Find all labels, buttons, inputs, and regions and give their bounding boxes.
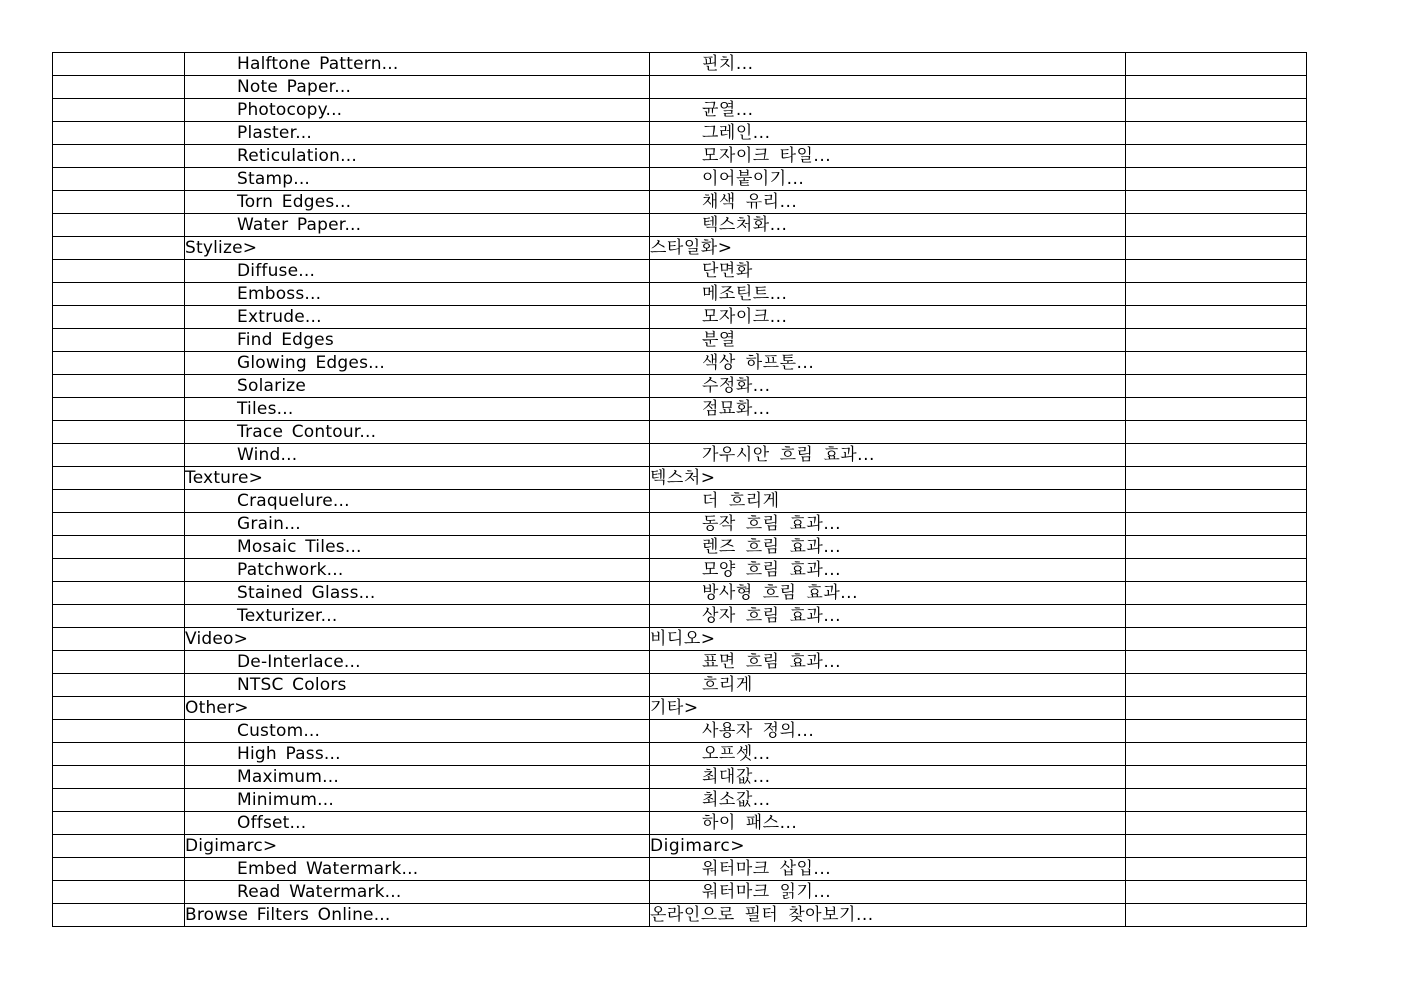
korean-menu-item: 표면 흐림 효과... bbox=[650, 651, 1126, 674]
korean-menu-item: 방사형 흐림 효과... bbox=[650, 582, 1126, 605]
blank-left-cell bbox=[53, 283, 185, 306]
blank-right-cell bbox=[1126, 306, 1307, 329]
korean-menu-item bbox=[650, 421, 1126, 444]
blank-left-cell bbox=[53, 628, 185, 651]
blank-left-cell bbox=[53, 122, 185, 145]
english-menu-item: Photocopy... bbox=[185, 99, 650, 122]
english-menu-item: Stamp... bbox=[185, 168, 650, 191]
blank-right-cell bbox=[1126, 352, 1307, 375]
english-menu-item: High Pass... bbox=[185, 743, 650, 766]
korean-menu-item: 동작 흐림 효과... bbox=[650, 513, 1126, 536]
blank-left-cell bbox=[53, 881, 185, 904]
table-row bbox=[53, 858, 1307, 881]
table-row bbox=[53, 881, 1307, 904]
english-menu-item: Solarize bbox=[185, 375, 650, 398]
blank-left-cell bbox=[53, 605, 185, 628]
blank-left-cell bbox=[53, 260, 185, 283]
korean-menu-item: 색상 하프톤... bbox=[650, 352, 1126, 375]
blank-left-cell bbox=[53, 559, 185, 582]
table-row bbox=[53, 674, 1307, 697]
korean-menu-item: 가우시안 흐림 효과... bbox=[650, 444, 1126, 467]
english-menu-item: Plaster... bbox=[185, 122, 650, 145]
korean-menu-item: Digimarc> bbox=[650, 835, 1126, 858]
english-menu-item: Stained Glass... bbox=[185, 582, 650, 605]
table-row bbox=[53, 605, 1307, 628]
korean-menu-item: 워터마크 삽입... bbox=[650, 858, 1126, 881]
blank-left-cell bbox=[53, 398, 185, 421]
korean-menu-item: 텍스처화... bbox=[650, 214, 1126, 237]
blank-right-cell bbox=[1126, 398, 1307, 421]
blank-left-cell bbox=[53, 99, 185, 122]
blank-right-cell bbox=[1126, 329, 1307, 352]
blank-right-cell bbox=[1126, 628, 1307, 651]
table-row bbox=[53, 214, 1307, 237]
korean-menu-item: 렌즈 흐림 효과... bbox=[650, 536, 1126, 559]
table-row bbox=[53, 766, 1307, 789]
blank-left-cell bbox=[53, 858, 185, 881]
korean-menu-item: 오프셋... bbox=[650, 743, 1126, 766]
korean-menu-item: 워터마크 읽기... bbox=[650, 881, 1126, 904]
korean-menu-item: 핀치... bbox=[650, 53, 1126, 76]
korean-menu-item: 기타> bbox=[650, 697, 1126, 720]
blank-right-cell bbox=[1126, 99, 1307, 122]
korean-menu-item: 균열... bbox=[650, 99, 1126, 122]
english-menu-item: Patchwork... bbox=[185, 559, 650, 582]
blank-right-cell bbox=[1126, 490, 1307, 513]
table-row bbox=[53, 628, 1307, 651]
english-menu-item: Emboss... bbox=[185, 283, 650, 306]
blank-left-cell bbox=[53, 145, 185, 168]
blank-left-cell bbox=[53, 375, 185, 398]
korean-menu-item: 비디오> bbox=[650, 628, 1126, 651]
korean-menu-item: 최대값... bbox=[650, 766, 1126, 789]
blank-right-cell bbox=[1126, 582, 1307, 605]
blank-right-cell bbox=[1126, 789, 1307, 812]
blank-right-cell bbox=[1126, 559, 1307, 582]
table-row bbox=[53, 260, 1307, 283]
english-menu-item: Wind... bbox=[185, 444, 650, 467]
blank-left-cell bbox=[53, 467, 185, 490]
english-menu-item: Extrude... bbox=[185, 306, 650, 329]
blank-right-cell bbox=[1126, 835, 1307, 858]
blank-right-cell bbox=[1126, 881, 1307, 904]
table-row bbox=[53, 398, 1307, 421]
blank-left-cell bbox=[53, 444, 185, 467]
table-body bbox=[53, 53, 1307, 927]
blank-left-cell bbox=[53, 904, 185, 927]
blank-left-cell bbox=[53, 329, 185, 352]
english-menu-item: Reticulation... bbox=[185, 145, 650, 168]
blank-right-cell bbox=[1126, 237, 1307, 260]
blank-right-cell bbox=[1126, 145, 1307, 168]
english-menu-item: Tiles... bbox=[185, 398, 650, 421]
blank-left-cell bbox=[53, 421, 185, 444]
english-menu-item: NTSC Colors bbox=[185, 674, 650, 697]
table-row bbox=[53, 812, 1307, 835]
english-menu-item: Halftone Pattern... bbox=[185, 53, 650, 76]
blank-right-cell bbox=[1126, 53, 1307, 76]
english-menu-item: Maximum... bbox=[185, 766, 650, 789]
blank-left-cell bbox=[53, 582, 185, 605]
english-menu-item: Trace Contour... bbox=[185, 421, 650, 444]
table-row bbox=[53, 835, 1307, 858]
table-row bbox=[53, 421, 1307, 444]
blank-right-cell bbox=[1126, 720, 1307, 743]
english-menu-item: Stylize> bbox=[185, 237, 650, 260]
korean-menu-item: 흐리게 bbox=[650, 674, 1126, 697]
blank-left-cell bbox=[53, 812, 185, 835]
english-menu-item: Texture> bbox=[185, 467, 650, 490]
table-row bbox=[53, 513, 1307, 536]
table-row bbox=[53, 467, 1307, 490]
blank-right-cell bbox=[1126, 858, 1307, 881]
korean-menu-item: 상자 흐림 효과... bbox=[650, 605, 1126, 628]
table-row bbox=[53, 237, 1307, 260]
table-row bbox=[53, 306, 1307, 329]
korean-menu-item: 모자이크 타일... bbox=[650, 145, 1126, 168]
table-row bbox=[53, 789, 1307, 812]
korean-menu-item bbox=[650, 76, 1126, 99]
blank-right-cell bbox=[1126, 697, 1307, 720]
table-row bbox=[53, 352, 1307, 375]
blank-right-cell bbox=[1126, 812, 1307, 835]
blank-right-cell bbox=[1126, 76, 1307, 99]
table-row bbox=[53, 76, 1307, 99]
blank-left-cell bbox=[53, 352, 185, 375]
table-row bbox=[53, 329, 1307, 352]
blank-left-cell bbox=[53, 191, 185, 214]
table-row bbox=[53, 191, 1307, 214]
table-row bbox=[53, 99, 1307, 122]
table-row bbox=[53, 904, 1307, 927]
blank-right-cell bbox=[1126, 375, 1307, 398]
blank-right-cell bbox=[1126, 674, 1307, 697]
korean-menu-item: 모자이크... bbox=[650, 306, 1126, 329]
english-menu-item: Note Paper... bbox=[185, 76, 650, 99]
korean-menu-item: 더 흐리게 bbox=[650, 490, 1126, 513]
korean-menu-item: 수정화... bbox=[650, 375, 1126, 398]
blank-left-cell bbox=[53, 674, 185, 697]
blank-right-cell bbox=[1126, 904, 1307, 927]
english-menu-item: Offset... bbox=[185, 812, 650, 835]
blank-right-cell bbox=[1126, 191, 1307, 214]
blank-right-cell bbox=[1126, 467, 1307, 490]
english-menu-item: Water Paper... bbox=[185, 214, 650, 237]
english-menu-item: Torn Edges... bbox=[185, 191, 650, 214]
blank-right-cell bbox=[1126, 513, 1307, 536]
blank-left-cell bbox=[53, 835, 185, 858]
table-row bbox=[53, 720, 1307, 743]
blank-left-cell bbox=[53, 53, 185, 76]
blank-left-cell bbox=[53, 651, 185, 674]
english-menu-item: Diffuse... bbox=[185, 260, 650, 283]
blank-left-cell bbox=[53, 490, 185, 513]
blank-left-cell bbox=[53, 168, 185, 191]
blank-right-cell bbox=[1126, 168, 1307, 191]
blank-right-cell bbox=[1126, 605, 1307, 628]
table-row bbox=[53, 122, 1307, 145]
blank-left-cell bbox=[53, 697, 185, 720]
table-row bbox=[53, 582, 1307, 605]
english-menu-item: Glowing Edges... bbox=[185, 352, 650, 375]
english-menu-item: Embed Watermark... bbox=[185, 858, 650, 881]
blank-left-cell bbox=[53, 536, 185, 559]
blank-left-cell bbox=[53, 237, 185, 260]
blank-left-cell bbox=[53, 743, 185, 766]
english-menu-item: Craquelure... bbox=[185, 490, 650, 513]
blank-left-cell bbox=[53, 513, 185, 536]
english-menu-item: Texturizer... bbox=[185, 605, 650, 628]
english-menu-item: Custom... bbox=[185, 720, 650, 743]
korean-menu-item: 최소값... bbox=[650, 789, 1126, 812]
korean-menu-item: 하이 패스... bbox=[650, 812, 1126, 835]
blank-left-cell bbox=[53, 789, 185, 812]
english-menu-item: Other> bbox=[185, 697, 650, 720]
blank-right-cell bbox=[1126, 444, 1307, 467]
english-menu-item: Browse Filters Online... bbox=[185, 904, 650, 927]
table-row bbox=[53, 145, 1307, 168]
english-menu-item: Digimarc> bbox=[185, 835, 650, 858]
table-row bbox=[53, 375, 1307, 398]
table-row bbox=[53, 743, 1307, 766]
blank-right-cell bbox=[1126, 421, 1307, 444]
table-row bbox=[53, 168, 1307, 191]
blank-right-cell bbox=[1126, 651, 1307, 674]
blank-right-cell bbox=[1126, 214, 1307, 237]
blank-right-cell bbox=[1126, 536, 1307, 559]
blank-left-cell bbox=[53, 720, 185, 743]
table-row bbox=[53, 536, 1307, 559]
korean-menu-item: 스타일화> bbox=[650, 237, 1126, 260]
korean-menu-item: 메조틴트... bbox=[650, 283, 1126, 306]
korean-menu-item: 그레인... bbox=[650, 122, 1126, 145]
korean-menu-item: 온라인으로 필터 찾아보기... bbox=[650, 904, 1126, 927]
english-menu-item: De-Interlace... bbox=[185, 651, 650, 674]
english-menu-item: Video> bbox=[185, 628, 650, 651]
blank-right-cell bbox=[1126, 122, 1307, 145]
blank-right-cell bbox=[1126, 283, 1307, 306]
english-menu-item: Grain... bbox=[185, 513, 650, 536]
korean-menu-item: 이어붙이기... bbox=[650, 168, 1126, 191]
blank-left-cell bbox=[53, 766, 185, 789]
korean-menu-item: 모양 흐림 효과... bbox=[650, 559, 1126, 582]
table-row bbox=[53, 559, 1307, 582]
table-row bbox=[53, 651, 1307, 674]
english-menu-item: Read Watermark... bbox=[185, 881, 650, 904]
korean-menu-item: 텍스처> bbox=[650, 467, 1126, 490]
korean-menu-item: 단면화 bbox=[650, 260, 1126, 283]
korean-menu-item: 사용자 정의... bbox=[650, 720, 1126, 743]
blank-right-cell bbox=[1126, 766, 1307, 789]
korean-menu-item: 채색 유리... bbox=[650, 191, 1126, 214]
blank-left-cell bbox=[53, 214, 185, 237]
korean-menu-item: 점묘화... bbox=[650, 398, 1126, 421]
english-menu-item: Mosaic Tiles... bbox=[185, 536, 650, 559]
table-row bbox=[53, 697, 1307, 720]
table-row bbox=[53, 283, 1307, 306]
english-menu-item: Minimum... bbox=[185, 789, 650, 812]
english-menu-item: Find Edges bbox=[185, 329, 650, 352]
korean-menu-item: 분열 bbox=[650, 329, 1126, 352]
filter-translation-table bbox=[52, 52, 1307, 927]
blank-left-cell bbox=[53, 76, 185, 99]
table-row bbox=[53, 53, 1307, 76]
table-row bbox=[53, 490, 1307, 513]
table-row bbox=[53, 444, 1307, 467]
blank-right-cell bbox=[1126, 260, 1307, 283]
blank-right-cell bbox=[1126, 743, 1307, 766]
blank-left-cell bbox=[53, 306, 185, 329]
